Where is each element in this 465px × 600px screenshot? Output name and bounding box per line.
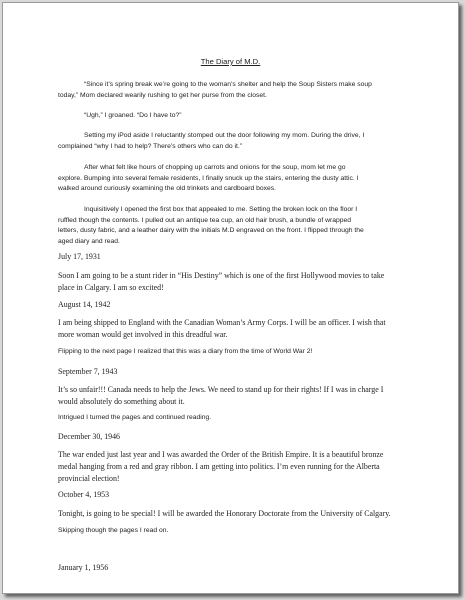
text-line: aged diary and read.: [58, 237, 120, 245]
text-line: walked around curiously examining the old trinkets and cardboard boxes.: [58, 185, 277, 192]
text-line: place in Calgary. I am so excited!: [58, 283, 164, 292]
diary-date: January 1, 1956: [58, 563, 109, 572]
text-line: ruffled though the contents. I pulled out an antique tea cup, an old hair brush, a bundle of wrapped: [58, 216, 351, 224]
paragraph-box: [58, 205, 364, 247]
paragraph-drive: [58, 131, 364, 152]
paragraph-intro: [58, 80, 372, 101]
text-line: letters, dusty fabric, and a leather dairy with the initials M.D engraved on the front. I flipped through the: [58, 227, 364, 234]
text-line: more woman would get involved in this dreadful war.: [58, 330, 228, 339]
text-line: complained “why I had to help? There’s others who can do it.”: [58, 142, 242, 150]
diary-date: December 30, 1946: [58, 432, 121, 441]
text-line: provincial election!: [58, 474, 120, 483]
text-line: It’s so unfair!!! Canada needs to help the Jews. We need to stand up for their rights! If I was in charge I: [58, 385, 384, 394]
document-page: [2, 2, 459, 594]
text-line: Tonight, is going to be special! I will be awarded the Honorary Doctorate from the University of Calgary.: [58, 509, 391, 518]
text-line: explore. Bumping into several female residents, I finally snuck up the stairs, entering the dusty attic. I: [58, 174, 359, 182]
narration: Intrigued I turned the pages and continued reading.: [58, 414, 212, 421]
text-line: “Ugh,” I groaned. “Do I have to?”: [84, 112, 182, 119]
text-line: The war ended just last year and I was awarded the Order of the British Empire. It is a beautiful bronze: [58, 450, 384, 459]
narration: Skipping though the pages I read on.: [58, 527, 169, 534]
diary-date: August 14, 1942: [58, 300, 111, 309]
paragraph-groan: [84, 111, 182, 122]
text-line: Soon I am going to be a stunt rider in “His Destiny” which is one of the first Hollywood movies to take: [58, 271, 385, 280]
diary-entry: [58, 508, 391, 520]
document-title: The Diary of M.D.: [200, 57, 261, 66]
narration: Flipping to the next page I realized that this was a diary from the time of World War 2!: [58, 348, 313, 355]
diary-entry: [58, 270, 384, 294]
text-line: Setting my iPod aside I reluctantly stomped out the door following my mom. During the drive, I: [84, 132, 365, 139]
text-line: would absolutely do something about it.: [58, 397, 185, 406]
diary-date: September 7, 1943: [58, 367, 118, 376]
diary-entry: [58, 317, 386, 341]
text-line: “Since it’s spring break we’re going to the woman’s shelter and help the Soup Sisters make soup: [84, 81, 372, 88]
diary-date: October 4, 1953: [58, 490, 110, 499]
paragraph-attic: [58, 163, 359, 195]
diary-entry: [58, 384, 383, 408]
diary-date: July 17, 1931: [58, 252, 101, 261]
text-line: medal hanging from a red and gray ribbon. I am getting into politics. I’m even running for the Alberta: [58, 462, 380, 471]
text-line: I am being shipped to England with the Canadian Woman’s Army Corps. I will be an officer. I wish that: [58, 318, 386, 327]
text-line: today,” Mom declared wearily rushing to get her purse from the closet.: [58, 91, 267, 99]
text-line: After what felt like hours of chopping up carrots and onions for the soup, mom let me go: [84, 164, 346, 171]
text-line: Inquisitively I opened the first box that appealed to me. Setting the broken lock on the floor I: [84, 206, 358, 213]
diary-entry: [58, 449, 383, 485]
